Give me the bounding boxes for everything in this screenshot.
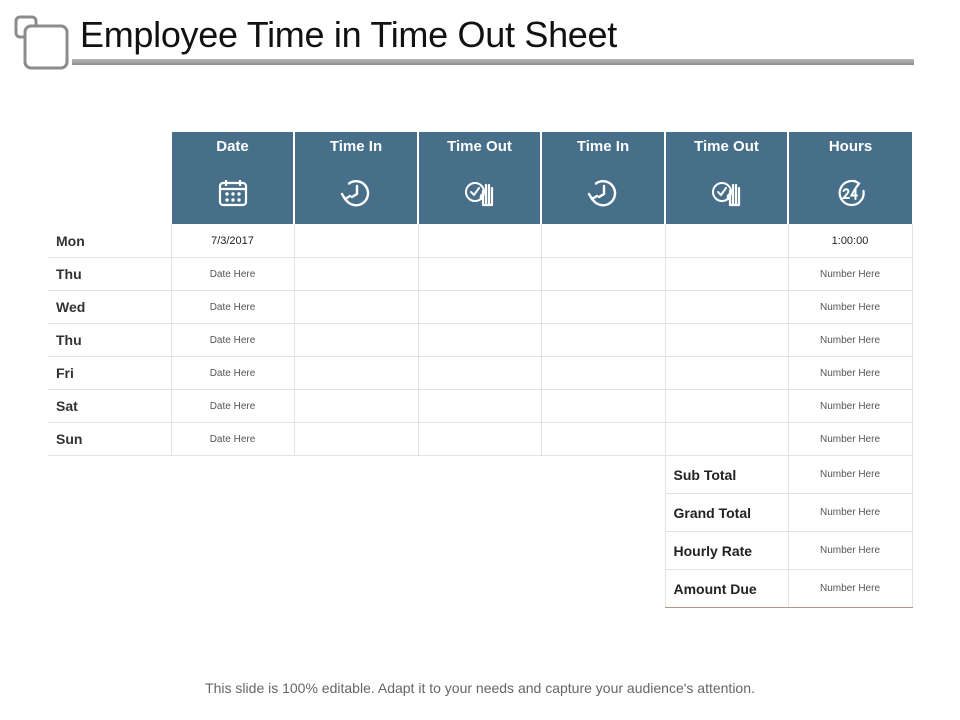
table-header-row xyxy=(48,132,912,224)
time-in-cell[interactable] xyxy=(541,224,665,258)
calendar-icon xyxy=(217,177,249,209)
date-cell[interactable]: Date Here xyxy=(171,291,294,324)
time-out-cell[interactable] xyxy=(418,258,541,291)
time-out-cell[interactable] xyxy=(418,224,541,258)
summary-spacer xyxy=(48,456,665,608)
date-cell[interactable]: Date Here xyxy=(171,258,294,291)
summary-value[interactable]: Number Here xyxy=(788,494,912,532)
time-out-cell[interactable] xyxy=(665,423,788,456)
time-in-cell[interactable] xyxy=(294,357,418,390)
date-cell[interactable]: Date Here xyxy=(171,357,294,390)
time-in-cell[interactable] xyxy=(294,291,418,324)
column-header-label: Hours xyxy=(828,138,873,155)
column-header-label: Time Out xyxy=(447,138,512,155)
column-header-time-in-1 xyxy=(294,132,418,224)
column-header-time-in-2 xyxy=(541,132,665,224)
time-out-cell[interactable] xyxy=(665,390,788,423)
time-in-cell[interactable] xyxy=(294,258,418,291)
clock-hand-stop-icon xyxy=(464,177,496,209)
column-header-hours xyxy=(788,132,912,224)
time-in-cell[interactable] xyxy=(541,390,665,423)
column-header-label: Time Out xyxy=(694,138,759,155)
date-cell[interactable]: Date Here xyxy=(171,423,294,456)
clock-arrow-icon xyxy=(587,177,619,209)
day-cell: Thu xyxy=(48,258,171,291)
time-out-cell[interactable] xyxy=(418,291,541,324)
summary-label: Grand Total xyxy=(665,494,788,532)
time-out-cell[interactable] xyxy=(418,423,541,456)
time-out-cell[interactable] xyxy=(418,324,541,357)
clock-arrow-icon xyxy=(340,177,372,209)
time-in-cell[interactable] xyxy=(294,390,418,423)
footer-note: This slide is 100% editable. Adapt it to your needs and capture your audience's attention. xyxy=(205,680,755,696)
date-cell[interactable]: 7/3/2017 xyxy=(171,224,294,258)
day-cell: Fri xyxy=(48,357,171,390)
column-header-label: Time In xyxy=(576,138,630,155)
column-header-date xyxy=(171,132,294,224)
time-in-cell[interactable] xyxy=(541,324,665,357)
hours-cell[interactable]: Number Here xyxy=(788,324,912,357)
time-in-cell[interactable] xyxy=(294,324,418,357)
day-cell: Sun xyxy=(48,423,171,456)
summary-label: Hourly Rate xyxy=(665,532,788,570)
day-cell: Mon xyxy=(48,224,171,258)
date-cell[interactable]: Date Here xyxy=(171,324,294,357)
summary-value[interactable]: Number Here xyxy=(788,456,912,494)
timesheet-table xyxy=(48,132,913,608)
time-out-cell[interactable] xyxy=(418,357,541,390)
time-in-cell[interactable] xyxy=(294,423,418,456)
date-cell[interactable]: Date Here xyxy=(171,390,294,423)
hours-cell[interactable]: Number Here xyxy=(788,390,912,423)
table-row xyxy=(48,291,912,324)
page-title: Employee Time in Time Out Sheet xyxy=(80,14,617,55)
header-spacer xyxy=(48,132,171,224)
time-in-cell[interactable] xyxy=(294,224,418,258)
hours-cell[interactable]: Number Here xyxy=(788,291,912,324)
time-out-cell[interactable] xyxy=(418,390,541,423)
day-cell: Wed xyxy=(48,291,171,324)
time-out-cell[interactable] xyxy=(665,324,788,357)
hours-cell[interactable]: Number Here xyxy=(788,357,912,390)
day-cell: Sat xyxy=(48,390,171,423)
time-in-cell[interactable] xyxy=(541,258,665,291)
time-out-cell[interactable] xyxy=(665,357,788,390)
hours-cell[interactable]: 1:00:00 xyxy=(788,224,912,258)
clock-hand-stop-icon xyxy=(711,177,743,209)
summary-label: Amount Due xyxy=(665,570,788,608)
summary-row xyxy=(48,456,912,494)
table-row xyxy=(48,357,912,390)
table-row xyxy=(48,324,912,357)
clock-24-icon xyxy=(835,177,867,209)
time-out-cell[interactable] xyxy=(665,224,788,258)
title-divider xyxy=(72,59,914,65)
summary-value[interactable]: Number Here xyxy=(788,532,912,570)
time-in-cell[interactable] xyxy=(541,357,665,390)
time-out-cell[interactable] xyxy=(665,291,788,324)
slide-logo-icon xyxy=(14,14,70,70)
summary-label: Sub Total xyxy=(665,456,788,494)
column-header-time-out-1 xyxy=(418,132,541,224)
table-row xyxy=(48,258,912,291)
hours-cell[interactable]: Number Here xyxy=(788,258,912,291)
time-in-cell[interactable] xyxy=(541,423,665,456)
table-row xyxy=(48,224,912,258)
hours-cell[interactable]: Number Here xyxy=(788,423,912,456)
column-header-label: Time In xyxy=(329,138,383,155)
day-cell: Thu xyxy=(48,324,171,357)
time-in-cell[interactable] xyxy=(541,291,665,324)
column-header-time-out-2 xyxy=(665,132,788,224)
column-header-label: Date xyxy=(216,138,249,155)
table-row xyxy=(48,390,912,423)
summary-value[interactable]: Number Here xyxy=(788,570,912,608)
table-row xyxy=(48,423,912,456)
time-out-cell[interactable] xyxy=(665,258,788,291)
